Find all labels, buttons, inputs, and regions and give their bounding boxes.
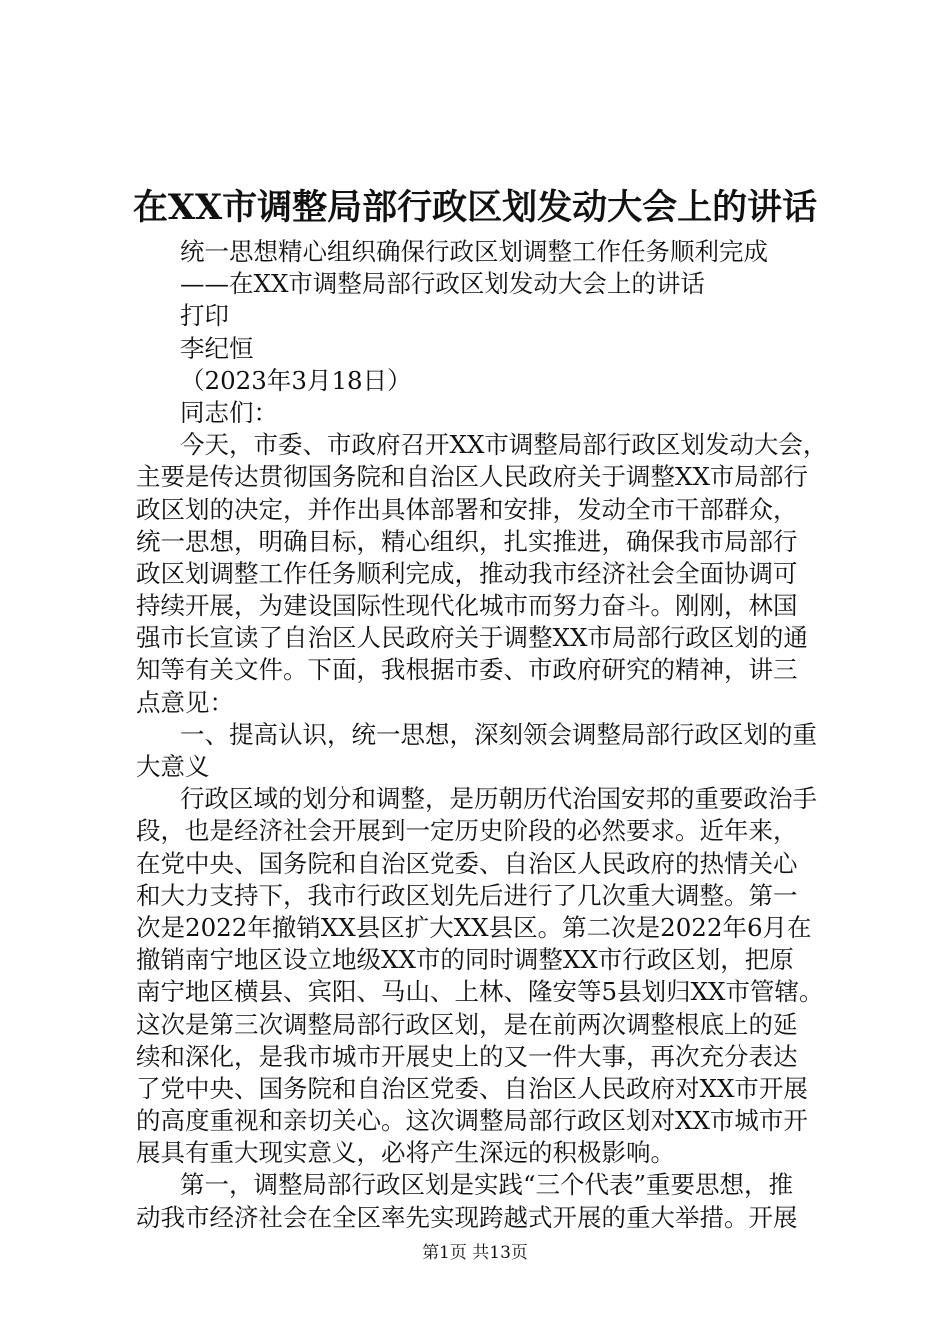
print-link[interactable]: 打印 [180,301,229,331]
paragraph-line: 持续开展，为建设国际性现代化城市而努力奋斗。刚刚，林国 [136,591,798,621]
speech-date: （2023年3月18日） [180,365,412,395]
paragraph-line: 知等有关文件。下面，我根据市委、市政府研究的精神，讲三 [136,655,798,685]
paragraph-line: 今天，市委、市政府召开XX市调整局部行政区划发动大会， [180,430,828,460]
paragraph-line: 了党中央、国务院和自治区党委、自治区人民政府对XX市开展 [136,1073,808,1103]
paragraph-line: 第一，调整局部行政区划是实践“三个代表”重要思想，推 [180,1170,794,1200]
paragraph-line: 段，也是经济社会开展到一定历史阶段的必然要求。近年来， [136,816,798,846]
paragraph-line: 行政区域的划分和调整，是历朝历代治国安邦的重要政治手 [180,784,817,814]
section-heading: 大意义 [136,752,210,781]
section-heading: 一、提高认识，统一思想，深刻领会调整局部行政区划的重 [180,719,817,749]
paragraph-line: 这次是第三次调整局部行政区划，是在前两次调整根底上的延 [136,1009,798,1039]
paragraph-line: 在党中央、国务院和自治区党委、自治区人民政府的热情关心 [136,848,798,878]
paragraph-line: 动我市经济社会在全区率先实现跨越式开展的重大举措。开展 [136,1202,798,1232]
author-name: 李纪恒 [180,333,254,363]
document-body [136,236,836,1234]
paragraph-line: 主要是传达贯彻国务院和自治区人民政府关于调整XX市局部行 [136,462,808,492]
paragraph-line: 次是2022年撤销XX县区扩大XX县区。第二次是2022年6月在 [136,912,812,942]
salutation: 同志们： [180,397,278,427]
subtitle-line: 统一思想精心组织确保行政区划调整工作任务顺利完成 [180,237,768,266]
paragraph-line: 展具有重大现实意义，必将产生深远的积极影响。 [136,1138,675,1168]
paragraph-line: 撤销南宁地区设立地级XX市的同时调整XX市行政区划，把原 [136,945,794,975]
paragraph-line: 南宁地区横县、宾阳、马山、上林、隆安等5县划归XX市管辖。 [136,977,824,1007]
paragraph-line: 政区划的决定，并作出具体部署和安排，发动全市干部群众， [136,494,798,524]
paragraph-line: 强市长宣读了自治区人民政府关于调整XX市局部行政区划的通 [136,623,808,653]
subtitle-line: ——在XX市调整局部行政区划发动大会上的讲话 [180,269,705,299]
paragraph-line: 的高度重视和亲切关心。这次调整局部行政区划对XX市城市开 [136,1106,808,1136]
paragraph-line: 统一思想，明确目标，精心组织，扎实推进，确保我市局部行 [136,526,798,556]
paragraph-line: 续和深化，是我市城市开展史上的又一件大事，再次充分表达 [136,1041,798,1071]
page-number-footer: 第1页 共13页 [422,1243,528,1263]
paragraph-line: 和大力支持下，我市行政区划先后进行了几次重大调整。第一 [136,880,798,910]
paragraph-line: 政区划调整工作任务顺利完成，推动我市经济社会全面协调可 [136,558,798,588]
paragraph-line: 点意见： [136,687,234,717]
document-title: 在XX市调整局部行政区划发动大会上的讲话 [132,187,818,228]
